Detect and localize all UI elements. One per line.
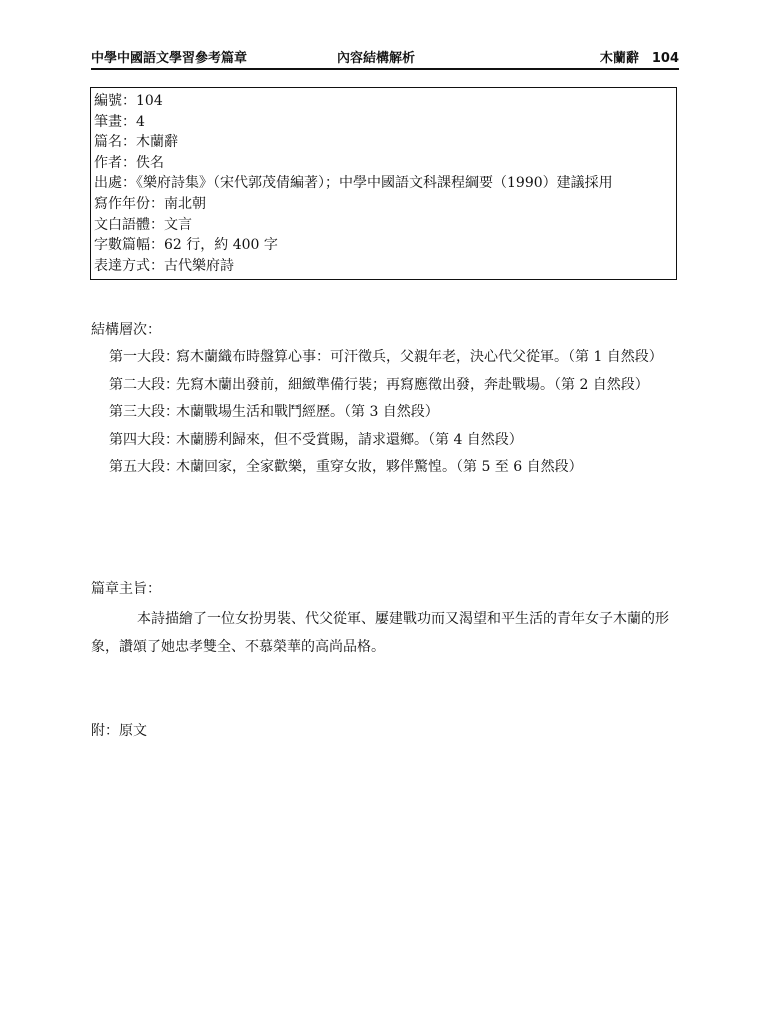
page-header [91, 50, 679, 70]
structure-heading: 結構層次： [91, 322, 161, 338]
info-line-author: 作者：佚名 [94, 154, 164, 171]
header-book-title: 中學中國語文學習參考篇章 [91, 51, 248, 66]
info-line-expression: 表達方式：古代樂府詩 [94, 257, 234, 274]
info-box [90, 87, 677, 280]
segment-label: 第五大段： [109, 459, 179, 475]
info-line-length: 字數篇幅：62 行，約 400 字 [94, 237, 278, 254]
info-line-number: 編號：104 [94, 93, 163, 109]
header-article-ref: 木蘭辭 104 [599, 51, 679, 66]
structure-segment [91, 399, 681, 427]
segment-text: 先寫木蘭出發前，細緻準備行裝；再寫應徵出發，奔赴戰場。（第 2 自然段） [176, 376, 649, 393]
info-line-strokes: 筆畫：4 [94, 113, 145, 130]
info-line-style: 文白語體：文言 [94, 216, 192, 233]
structure-list [91, 344, 681, 482]
info-line-title: 篇名：木蘭辭 [94, 134, 178, 151]
segment-label: 第三大段： [109, 404, 179, 420]
structure-segment [91, 344, 681, 372]
structure-segment [91, 427, 681, 455]
theme-paragraph: 本詩描繪了一位女扮男裝、代父從軍、屢建戰功而又渴望和平生活的青年女子木蘭的形象，讚頌了她忠孝雙全、不慕榮華的高尚品格。 [91, 611, 669, 655]
theme-heading: 篇章主旨： [91, 581, 161, 597]
segment-text: 木蘭戰場生活和戰鬥經歷。（第 3 自然段） [176, 404, 439, 420]
segment-label: 第一大段： [109, 349, 179, 365]
segment-text: 寫木蘭織布時盤算心事：可汗徵兵，父親年老，決心代父從軍。（第 1 自然段） [176, 349, 663, 365]
info-line-source: 出處：《樂府詩集》（宋代郭茂倩編著）；中學中國語文科課程綱要（1990）建議採用 [94, 175, 613, 192]
structure-segment [91, 372, 681, 400]
segment-text: 木蘭勝利歸來，但不受賞賜，請求還鄉。（第 4 自然段） [176, 431, 523, 448]
info-line-era: 寫作年份：南北朝 [94, 195, 206, 212]
segment-label: 第二大段： [109, 376, 179, 393]
segment-text: 木蘭回家，全家歡樂，重穿女妝，夥伴驚惶。（第 5 至 6 自然段） [176, 459, 583, 475]
header-section-title: 內容結構解析 [337, 51, 416, 66]
structure-segment [91, 454, 681, 482]
segment-label: 第四大段： [109, 431, 179, 448]
appendix-heading: 附：原文 [91, 723, 147, 739]
